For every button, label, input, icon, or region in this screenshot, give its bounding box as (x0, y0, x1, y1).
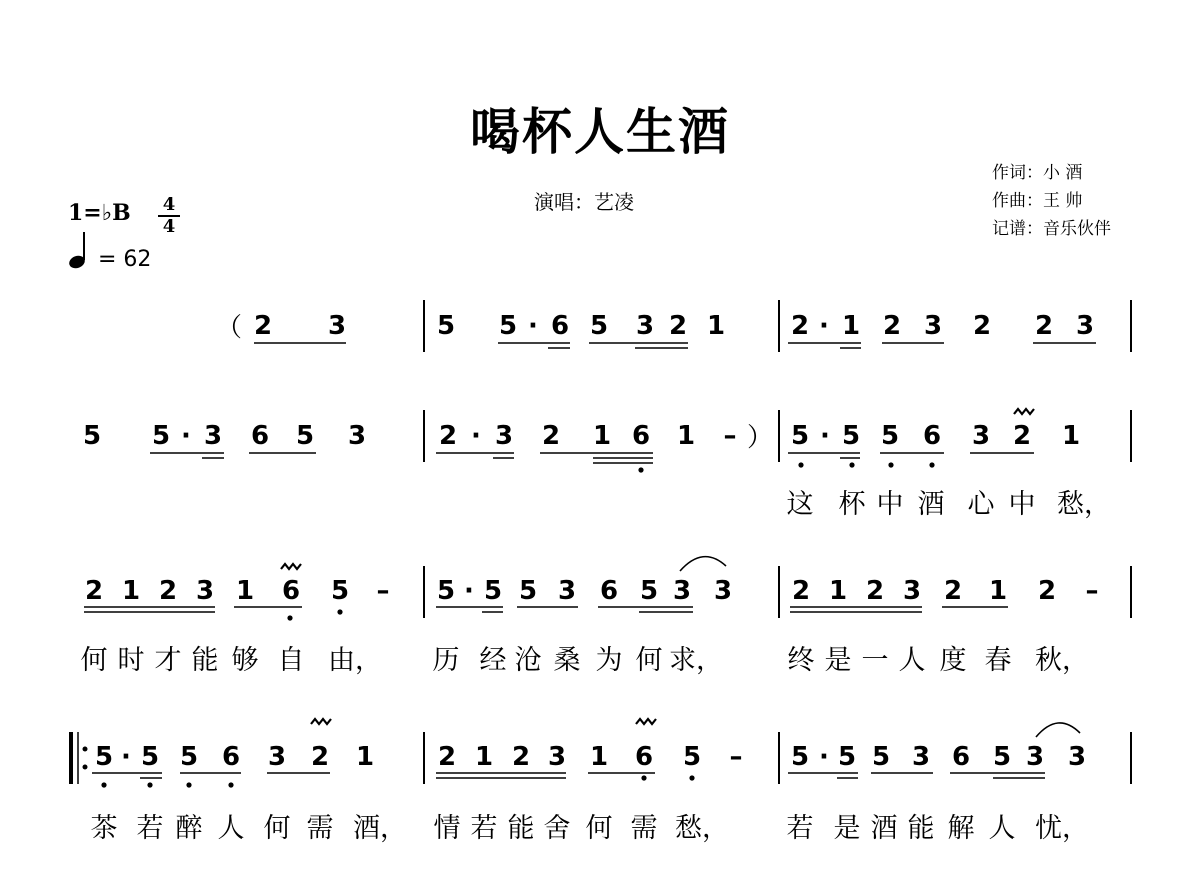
dot: · (528, 311, 538, 341)
notation-credit: 记谱：音乐伙伴 (992, 219, 1111, 239)
note: 2 (511, 742, 531, 772)
lyric: 若 (136, 813, 164, 844)
note: 6 (951, 742, 971, 772)
dash: – (376, 576, 390, 606)
note: 3 (971, 421, 991, 451)
note: 2 (865, 576, 885, 606)
note: 2 (438, 421, 458, 451)
note: 2 (437, 742, 457, 772)
note: 1 (355, 742, 375, 772)
lyric: 求， (669, 645, 723, 676)
note: 3 (1067, 742, 1087, 772)
lyrics-row-2 (0, 482, 1200, 562)
dot: · (121, 742, 131, 772)
note: 2 (253, 311, 273, 341)
lyric: 春 (984, 645, 1012, 676)
note: 2 (972, 311, 992, 341)
lyric: 才 (154, 645, 182, 676)
note: 1 (841, 311, 861, 341)
note: 1 (592, 421, 612, 451)
lyric: 能 (191, 645, 219, 676)
lyric: 何 (635, 645, 663, 676)
note: 3 (267, 742, 287, 772)
lyrics-row-3 (0, 638, 1200, 718)
note: 1 (121, 576, 141, 606)
open-paren: （ (216, 313, 243, 343)
note: 6 (634, 742, 654, 772)
note: 2 (84, 576, 104, 606)
note: 3 (672, 576, 692, 606)
note: 6 (281, 576, 301, 606)
lyric: 桑 (553, 645, 581, 676)
lyric: 历 (432, 645, 460, 676)
lyric: 愁， (1057, 489, 1111, 520)
note: 5 (483, 576, 503, 606)
lyric: 解 (947, 813, 975, 844)
note: 2 (943, 576, 963, 606)
time-signature-top: 4 (162, 194, 176, 215)
lyric: 够 (231, 645, 259, 676)
staff-row-1 (0, 311, 1200, 391)
note: 2 (1012, 421, 1032, 451)
time-signature (158, 196, 180, 236)
lyric: 经 (479, 645, 507, 676)
note: 1 (235, 576, 255, 606)
note: 6 (550, 311, 570, 341)
note: 5 (837, 742, 857, 772)
note: 5 (682, 742, 702, 772)
lyric: 忧， (1035, 813, 1089, 844)
note: 3 (902, 576, 922, 606)
lyrics-row-4 (0, 806, 1200, 886)
key-signature: 1=♭B (68, 200, 131, 226)
note: 3 (494, 421, 514, 451)
note: 2 (790, 311, 810, 341)
note: 5 (436, 576, 456, 606)
note: 5 (790, 421, 810, 451)
lyric: 中 (876, 489, 904, 520)
lyric: 何 (80, 645, 108, 676)
lyric: 茶 (90, 813, 118, 844)
note: 3 (1075, 311, 1095, 341)
note: 5 (498, 311, 518, 341)
note: 5 (841, 421, 861, 451)
note: 3 (911, 742, 931, 772)
note: 2 (1037, 576, 1057, 606)
lyric: 是 (833, 813, 861, 844)
note: 1 (706, 311, 726, 341)
note: 3 (557, 576, 577, 606)
lyric: 中 (1008, 489, 1036, 520)
note: 5 (639, 576, 659, 606)
note: 5 (992, 742, 1012, 772)
lyric: 人 (988, 813, 1016, 844)
lyric: 需 (306, 813, 334, 844)
note: 5 (94, 742, 114, 772)
lyric: 人 (217, 813, 245, 844)
lyric: 终 (787, 645, 815, 676)
note: 2 (791, 576, 811, 606)
lyricist-credit: 作词：小 酒 (992, 163, 1083, 183)
lyric: 酒 (917, 489, 945, 520)
lyric: 杯 (838, 489, 866, 520)
note: 5 (151, 421, 171, 451)
lyric: 何 (263, 813, 291, 844)
note: 3 (635, 311, 655, 341)
note: 5 (589, 311, 609, 341)
note: 3 (327, 311, 347, 341)
note: 1 (589, 742, 609, 772)
note: 3 (347, 421, 367, 451)
lyric: 能 (907, 813, 935, 844)
lyric: 何 (585, 813, 613, 844)
lyric: 沧 (514, 645, 542, 676)
note: 1 (676, 421, 696, 451)
lyric: 若 (470, 813, 498, 844)
note: 6 (221, 742, 241, 772)
note: 5 (140, 742, 160, 772)
note: 3 (195, 576, 215, 606)
lyric: 能 (507, 813, 535, 844)
lyric: 若 (786, 813, 814, 844)
note: 3 (923, 311, 943, 341)
lyric: 是 (824, 645, 852, 676)
note: 5 (82, 421, 102, 451)
note: 3 (713, 576, 733, 606)
lyric: 时 (117, 645, 145, 676)
dash: – (723, 421, 737, 451)
dot: · (464, 576, 474, 606)
note: 1 (988, 576, 1008, 606)
note: 5 (871, 742, 891, 772)
time-signature-bottom: 4 (162, 216, 176, 237)
lyric: 人 (898, 645, 926, 676)
lyric: 醉 (175, 813, 203, 844)
dot: · (819, 742, 829, 772)
note: 2 (541, 421, 561, 451)
note: 1 (828, 576, 848, 606)
lyric: 秋， (1035, 645, 1089, 676)
lyric: 舍 (543, 813, 571, 844)
close-paren: ） (747, 423, 774, 453)
note: 2 (668, 311, 688, 341)
note: 6 (922, 421, 942, 451)
note: 1 (1061, 421, 1081, 451)
singer-credit: 演唱：艺凌 (534, 190, 634, 214)
note: 5 (295, 421, 315, 451)
lyric: 酒 (870, 813, 898, 844)
composer-credit: 作曲：王 帅 (992, 191, 1083, 211)
lyric: 需 (630, 813, 658, 844)
song-title: 喝杯人生酒 (470, 102, 730, 161)
note: 2 (158, 576, 178, 606)
note: 2 (1034, 311, 1054, 341)
note: 3 (1025, 742, 1045, 772)
dot: · (820, 421, 830, 451)
note: 5 (880, 421, 900, 451)
note: 5 (790, 742, 810, 772)
note: 5 (179, 742, 199, 772)
lyric: 一 (861, 645, 889, 676)
lyric: 度 (939, 645, 967, 676)
note: 6 (599, 576, 619, 606)
note: 3 (547, 742, 567, 772)
note: 6 (250, 421, 270, 451)
note: 5 (330, 576, 350, 606)
lyric: 这 (786, 489, 814, 520)
note: 1 (474, 742, 494, 772)
lyric: 为 (595, 645, 623, 676)
dot: · (471, 421, 481, 451)
note: 5 (518, 576, 538, 606)
dot: · (181, 421, 191, 451)
lyric: 由， (328, 645, 382, 676)
lyric: 酒， (353, 813, 407, 844)
note: 2 (882, 311, 902, 341)
dash: – (729, 742, 743, 772)
tempo-marking: = 62 (98, 247, 152, 272)
lyric: 心 (967, 489, 995, 520)
lyric: 情 (433, 813, 461, 844)
note: 6 (631, 421, 651, 451)
note: 5 (436, 311, 456, 341)
note: 2 (310, 742, 330, 772)
dot: · (819, 311, 829, 341)
lyric: 自 (277, 645, 305, 676)
note: 3 (203, 421, 223, 451)
dash: – (1085, 576, 1099, 606)
lyric: 愁， (675, 813, 729, 844)
